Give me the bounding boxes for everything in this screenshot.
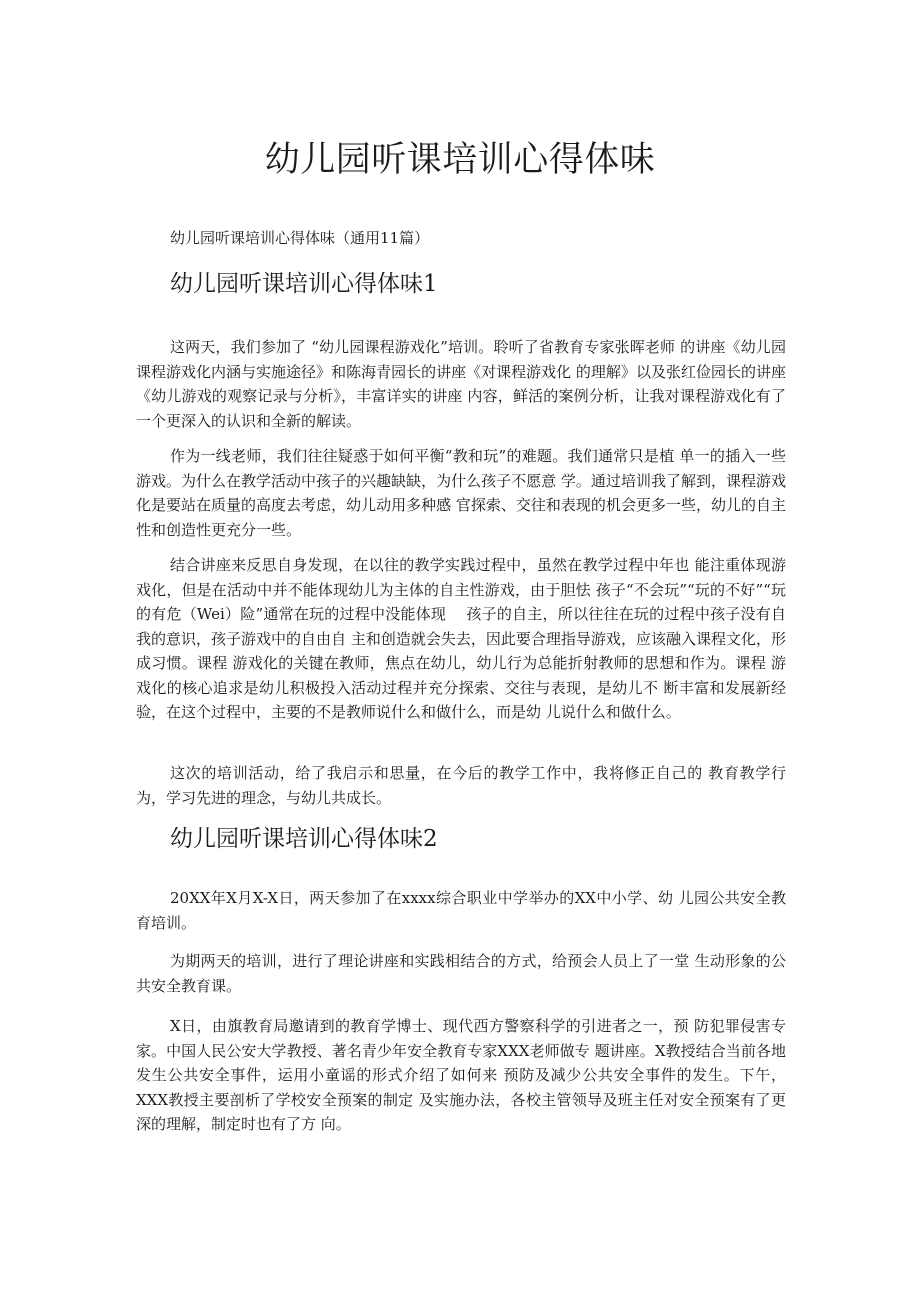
- section-2-paragraph-1: 20XX年X月X-X日，两天参加了在xxxx综合职业中学举办的XX中小学、幼 儿园公共安全教育培训。: [136, 889, 786, 932]
- section-1-paragraph-2: 作为一线老师，我们往往疑惑于如何平衡“教和玩”的难题。我们通常只是植 单一的插入一些游戏。为什么在教学活动中孩子的兴趣缺缺，为什么孩子不愿意 学。通过培训我了解到，课程游戏化是要站在质量的高度去考虑，幼儿动用多种感 官探索、交往和表现的机会更多一些，幼儿的自主性和创造性更充分一些。: [136, 447, 786, 539]
- section-1-paragraph-1: 这两天，我们参加了 “幼儿园课程游戏化”培训。聆听了省教育专家张晖老师 的讲座《幼儿园课程游戏化内涵与实施途径》和陈海青园长的讲座《对课程游戏化 的理解》以及张红俭园长的讲座《幼儿游戏的观察记录与分析》，丰富详实的讲座 内容，鲜活的案例分析，让我对课程游戏化有了一个更深入的认识和全新的解读。: [136, 338, 786, 430]
- document-subtitle: 幼儿园听课培训心得体味（通用11篇）: [170, 229, 430, 247]
- section-heading-2: 幼儿园听课培训心得体味2: [170, 826, 438, 852]
- section-1-paragraph-3: 结合讲座来反思自身发现，在以往的教学实践过程中，虽然在教学过程中年也 能注重体现游戏化，但是在活动中并不能体现幼儿为主体的自主性游戏，由于胆怯 孩子“不会玩”“玩的不好”“玩的有危（Wei）险”通常在玩的过程中没能体现 孩子的自主，所以往往在玩的过程中孩子没有自我的意识，孩子游戏中的自由自 主和创造就会失去，因此要合理指导游戏，应该融入课程文化，形成习惯。课程 游戏化的关键在教师，焦点在幼儿，幼儿行为总能折射教师的思想和作为。课程 游戏化的核心追求是幼儿积极投入活动过程并充分探索、交往与表现，是幼儿不 断丰富和发展新经验，在这个过程中，主要的不是教师说什么和做什么，而是幼 儿说什么和做什么。: [136, 556, 786, 721]
- document-title: 幼儿园听课培训心得体味: [264, 140, 656, 180]
- section-heading-1: 幼儿园听课培训心得体味1: [170, 271, 438, 297]
- section-2-paragraph-3: X日，由旗教育局邀请到的教育学博士、现代西方警察科学的引进者之一，预 防犯罪侵害专家。中国人民公安大学教授、著名青少年安全教育专家XXX老师做专 题讲座。X教授结合当前各地发生公共安全事件，运用小童谣的形式介绍了如何来 预防及减少公共安全事件的发生。下午，XXX教授主要剖析了学校安全预案的制定 及实施办法，各校主管领导及班主任对安全预案有了更深的理解，制定时也有了方 向。: [136, 1017, 786, 1133]
- section-1-paragraph-4: 这次的培训活动，给了我启示和思量，在今后的教学工作中，我将修正自己的 教育教学行为，学习先进的理念，与幼儿共成长。: [136, 764, 786, 807]
- section-2-paragraph-2: 为期两天的培训，进行了理论讲座和实践相结合的方式，给预会人员上了一堂 生动形象的公共安全教育课。: [136, 952, 786, 995]
